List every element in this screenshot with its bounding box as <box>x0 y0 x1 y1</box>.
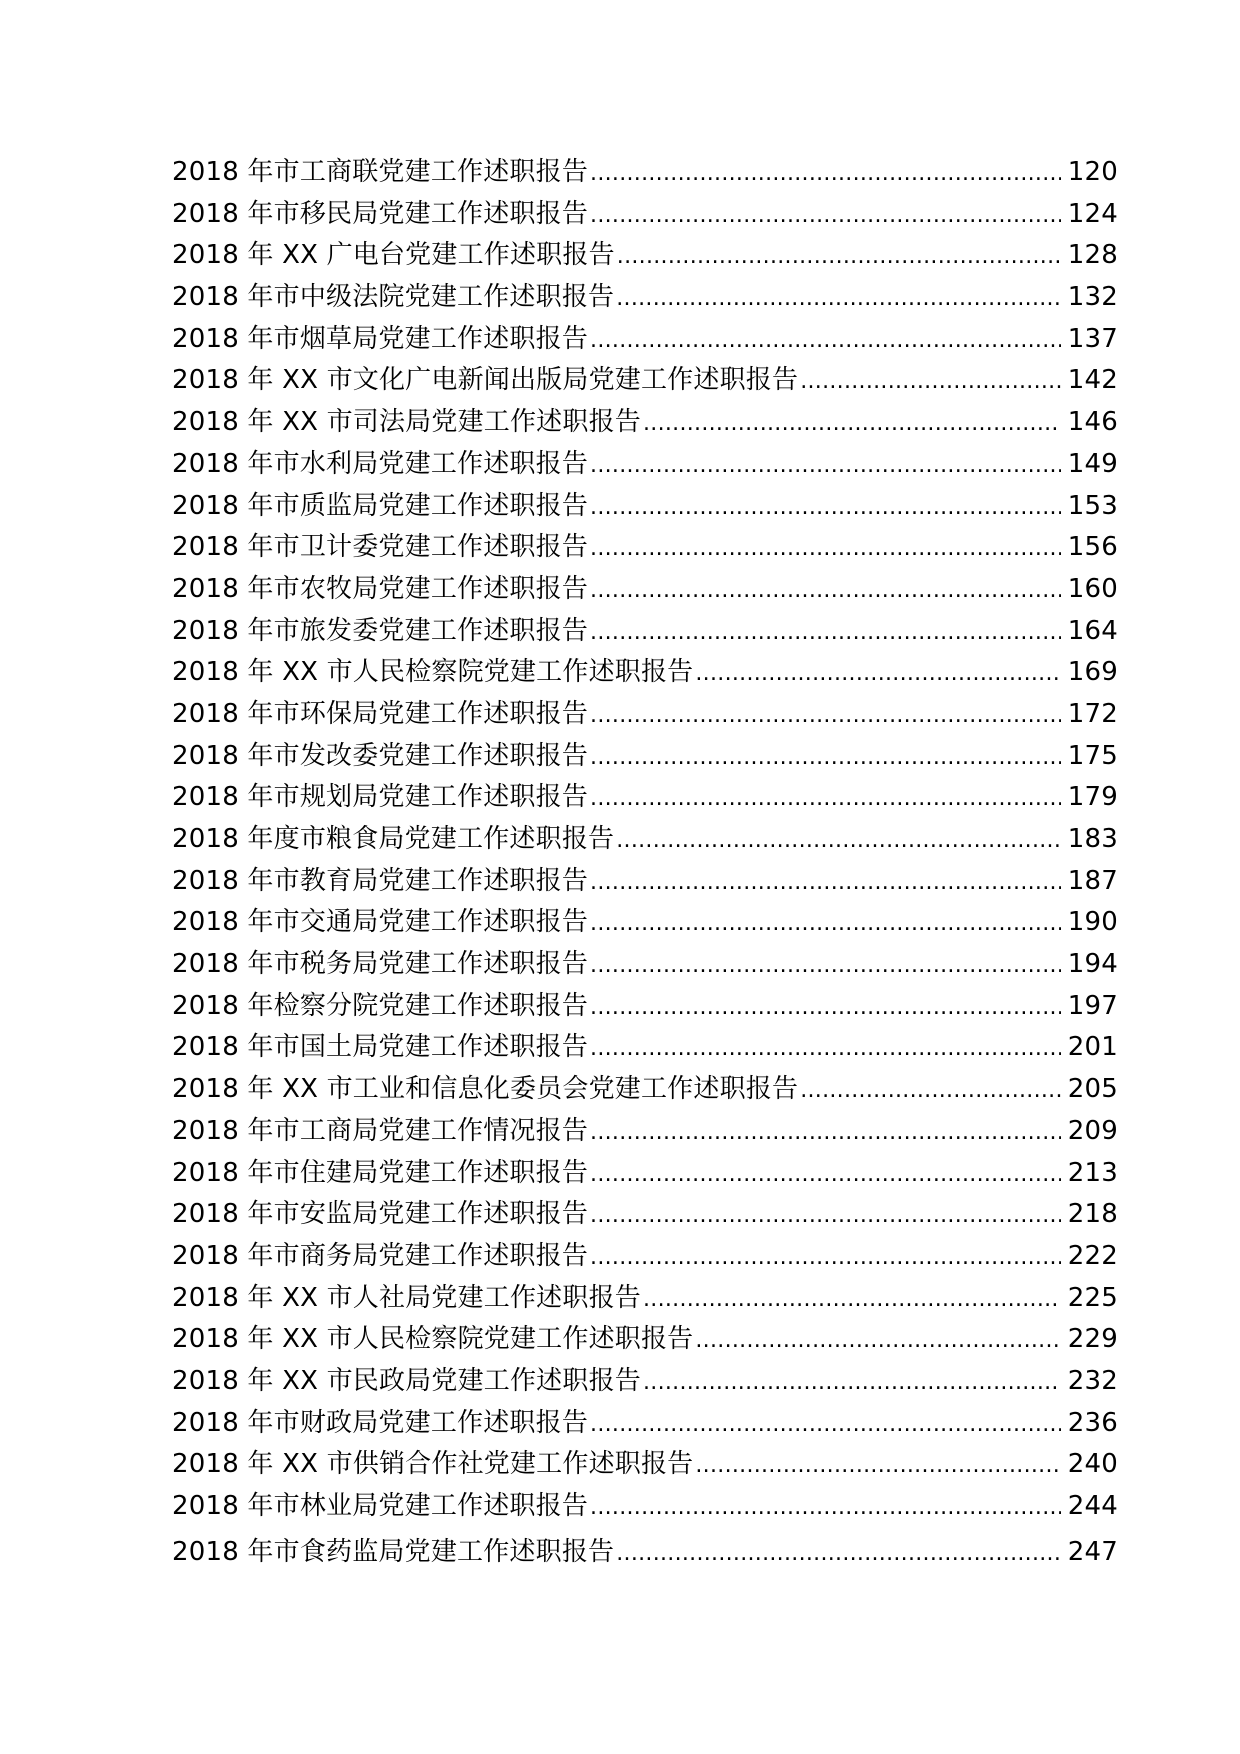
toc-entry-title: 2018 年市规划局党建工作述职报告 <box>172 782 589 813</box>
toc-dot-leader <box>590 1194 1061 1237</box>
toc-page-number: 146 <box>1067 407 1118 438</box>
toc-page-number: 124 <box>1067 198 1118 229</box>
toc-entry[interactable] <box>172 611 1118 653</box>
toc-dot-leader <box>590 1403 1061 1446</box>
toc-dot-leader <box>617 235 1061 278</box>
toc-page-number: 142 <box>1067 365 1118 396</box>
toc-dot-leader <box>590 777 1061 820</box>
toc-entry[interactable] <box>172 1361 1118 1403</box>
toc-entry[interactable] <box>172 1069 1118 1111</box>
toc-entry[interactable] <box>172 1319 1118 1361</box>
toc-entry[interactable] <box>172 569 1118 611</box>
toc-entry[interactable] <box>172 777 1118 819</box>
toc-page-number: 194 <box>1067 949 1118 980</box>
toc-entry-title: 2018 年 XX 市民政局党建工作述职报告 <box>172 1365 641 1396</box>
toc-page-number: 172 <box>1067 698 1118 729</box>
toc-entry[interactable] <box>172 527 1118 569</box>
toc-dot-leader <box>590 319 1061 362</box>
toc-page-number: 240 <box>1067 1449 1118 1480</box>
toc-entry[interactable] <box>172 1532 1118 1574</box>
toc-entry-title: 2018 年市食药监局党建工作述职报告 <box>172 1536 615 1567</box>
toc-entry[interactable] <box>172 1444 1118 1486</box>
toc-dot-leader <box>616 1532 1061 1575</box>
toc-page-number: 247 <box>1067 1536 1118 1567</box>
toc-page-number: 201 <box>1067 1032 1118 1063</box>
toc-dot-leader <box>590 1111 1061 1154</box>
toc-dot-leader <box>590 486 1061 529</box>
toc-entry[interactable] <box>172 694 1118 736</box>
toc-page-number: 153 <box>1067 490 1118 521</box>
toc-entry-title: 2018 年市卫计委党建工作述职报告 <box>172 532 589 563</box>
toc-page-number: 156 <box>1067 532 1118 563</box>
toc-page-number: 169 <box>1067 657 1118 688</box>
toc-entry-title: 2018 年市工商联党建工作述职报告 <box>172 157 589 187</box>
toc-entry-title: 2018 年 XX 市人社局党建工作述职报告 <box>172 1282 641 1313</box>
toc-entry-title: 2018 年市水利局党建工作述职报告 <box>172 448 589 479</box>
toc-entry-title: 2018 年市安监局党建工作述职报告 <box>172 1199 589 1230</box>
toc-entry-title: 2018 年 XX 市工业和信息化委员会党建工作述职报告 <box>172 1074 799 1105</box>
toc-entry[interactable] <box>172 944 1118 986</box>
toc-page-number: 137 <box>1067 323 1118 354</box>
toc-entry[interactable] <box>172 152 1118 194</box>
toc-entry-title: 2018 年市中级法院党建工作述职报告 <box>172 282 615 313</box>
toc-dot-leader <box>590 1236 1061 1279</box>
toc-dot-leader <box>590 944 1061 987</box>
toc-page-number: 229 <box>1067 1324 1118 1355</box>
toc-entry[interactable] <box>172 1153 1118 1195</box>
toc-page-number: 179 <box>1067 782 1118 813</box>
toc-entry[interactable] <box>172 194 1118 236</box>
toc-entry[interactable] <box>172 444 1118 486</box>
toc-page-number: 209 <box>1067 1115 1118 1146</box>
toc-dot-leader <box>695 1319 1061 1362</box>
toc-entry[interactable] <box>172 736 1118 778</box>
toc-page-number: 197 <box>1067 990 1118 1021</box>
toc-dot-leader <box>590 527 1061 570</box>
toc-dot-leader <box>590 902 1061 945</box>
toc-dot-leader <box>590 694 1061 737</box>
toc-entry[interactable] <box>172 319 1118 361</box>
toc-dot-leader <box>643 1278 1061 1321</box>
toc-entry[interactable] <box>172 902 1118 944</box>
toc-entry-title: 2018 年 XX 市人民检察院党建工作述职报告 <box>172 1324 694 1355</box>
toc-entry[interactable] <box>172 1403 1118 1445</box>
toc-entry-title: 2018 年度市粮食局党建工作述职报告 <box>172 824 615 854</box>
toc-entry[interactable] <box>172 486 1118 528</box>
toc-page-number: 120 <box>1067 157 1118 187</box>
toc-entry[interactable] <box>172 986 1118 1028</box>
toc-entry-title: 2018 年市移民局党建工作述职报告 <box>172 198 589 229</box>
toc-entry[interactable] <box>172 235 1118 277</box>
toc-entry-title: 2018 年 XX 市供销合作社党建工作述职报告 <box>172 1449 694 1480</box>
toc-dot-leader <box>590 1153 1061 1196</box>
toc-dot-leader <box>616 819 1061 862</box>
toc-dot-leader <box>590 152 1061 195</box>
table-of-contents <box>172 152 1118 1573</box>
toc-page-number: 160 <box>1067 573 1118 604</box>
toc-page-number: 225 <box>1067 1282 1118 1313</box>
toc-entry[interactable] <box>172 402 1118 444</box>
toc-entry-title: 2018 年市住建局党建工作述职报告 <box>172 1157 589 1188</box>
toc-dot-leader <box>695 1444 1061 1487</box>
toc-page-number: 218 <box>1067 1199 1118 1230</box>
toc-entry[interactable] <box>172 652 1118 694</box>
toc-entry-title: 2018 年市教育局党建工作述职报告 <box>172 865 589 896</box>
toc-page-number: 213 <box>1067 1157 1118 1188</box>
toc-entry-title: 2018 年市工商局党建工作情况报告 <box>172 1115 589 1146</box>
toc-dot-leader <box>590 736 1061 779</box>
toc-dot-leader <box>643 402 1061 445</box>
toc-page-number: 244 <box>1067 1491 1118 1521</box>
toc-page-number: 232 <box>1067 1365 1118 1396</box>
toc-page-number: 149 <box>1067 448 1118 479</box>
toc-entry-title: 2018 年市质监局党建工作述职报告 <box>172 490 589 521</box>
toc-dot-leader <box>590 611 1061 654</box>
toc-page-number: 236 <box>1067 1407 1118 1438</box>
toc-dot-leader <box>590 986 1061 1029</box>
toc-entry-title: 2018 年市烟草局党建工作述职报告 <box>172 323 589 354</box>
toc-page-number: 128 <box>1067 240 1118 271</box>
toc-dot-leader <box>590 569 1061 612</box>
toc-entry[interactable] <box>172 819 1118 861</box>
toc-entry-title: 2018 年 XX 市人民检察院党建工作述职报告 <box>172 657 694 688</box>
toc-page-number: 175 <box>1067 740 1118 771</box>
toc-entry-title: 2018 年 XX 广电台党建工作述职报告 <box>172 240 615 271</box>
toc-entry-title: 2018 年市税务局党建工作述职报告 <box>172 949 589 980</box>
toc-dot-leader <box>695 652 1061 695</box>
toc-page-number: 205 <box>1067 1074 1118 1105</box>
toc-page-number: 222 <box>1067 1240 1118 1271</box>
toc-entry-title: 2018 年检察分院党建工作述职报告 <box>172 990 589 1021</box>
toc-entry-title: 2018 年市商务局党建工作述职报告 <box>172 1240 589 1271</box>
toc-dot-leader <box>616 277 1061 320</box>
toc-entry-title: 2018 年 XX 市司法局党建工作述职报告 <box>172 407 641 438</box>
toc-entry-title: 2018 年市发改委党建工作述职报告 <box>172 740 589 771</box>
toc-entry[interactable] <box>172 1486 1118 1528</box>
toc-entry[interactable] <box>172 360 1118 402</box>
toc-entry-title: 2018 年市林业局党建工作述职报告 <box>172 1491 589 1521</box>
toc-page-number: 164 <box>1067 615 1118 646</box>
toc-entry-title: 2018 年市交通局党建工作述职报告 <box>172 907 589 938</box>
toc-entry[interactable] <box>172 861 1118 903</box>
toc-page-number: 132 <box>1067 282 1118 313</box>
toc-page-number: 187 <box>1067 865 1118 896</box>
toc-dot-leader <box>590 1486 1061 1529</box>
toc-entry[interactable] <box>172 1027 1118 1069</box>
toc-dot-leader <box>590 444 1061 487</box>
toc-entry[interactable] <box>172 277 1118 319</box>
toc-entry-title: 2018 年市环保局党建工作述职报告 <box>172 698 589 729</box>
toc-page-number: 190 <box>1067 907 1118 938</box>
toc-dot-leader <box>590 861 1061 904</box>
toc-entry[interactable] <box>172 1194 1118 1236</box>
toc-entry-title: 2018 年 XX 市文化广电新闻出版局党建工作述职报告 <box>172 365 799 396</box>
toc-dot-leader <box>800 360 1061 403</box>
toc-entry-title: 2018 年市国土局党建工作述职报告 <box>172 1032 589 1063</box>
toc-dot-leader <box>590 194 1061 237</box>
toc-entry-title: 2018 年市旅发委党建工作述职报告 <box>172 615 589 646</box>
toc-entry[interactable] <box>172 1236 1118 1278</box>
toc-dot-leader <box>800 1069 1061 1112</box>
toc-entry-title: 2018 年市农牧局党建工作述职报告 <box>172 573 589 604</box>
toc-entry[interactable] <box>172 1278 1118 1320</box>
toc-entry-title: 2018 年市财政局党建工作述职报告 <box>172 1407 589 1438</box>
toc-entry[interactable] <box>172 1111 1118 1153</box>
toc-dot-leader <box>643 1361 1061 1404</box>
toc-page-number: 183 <box>1067 824 1118 854</box>
toc-dot-leader <box>590 1027 1061 1070</box>
